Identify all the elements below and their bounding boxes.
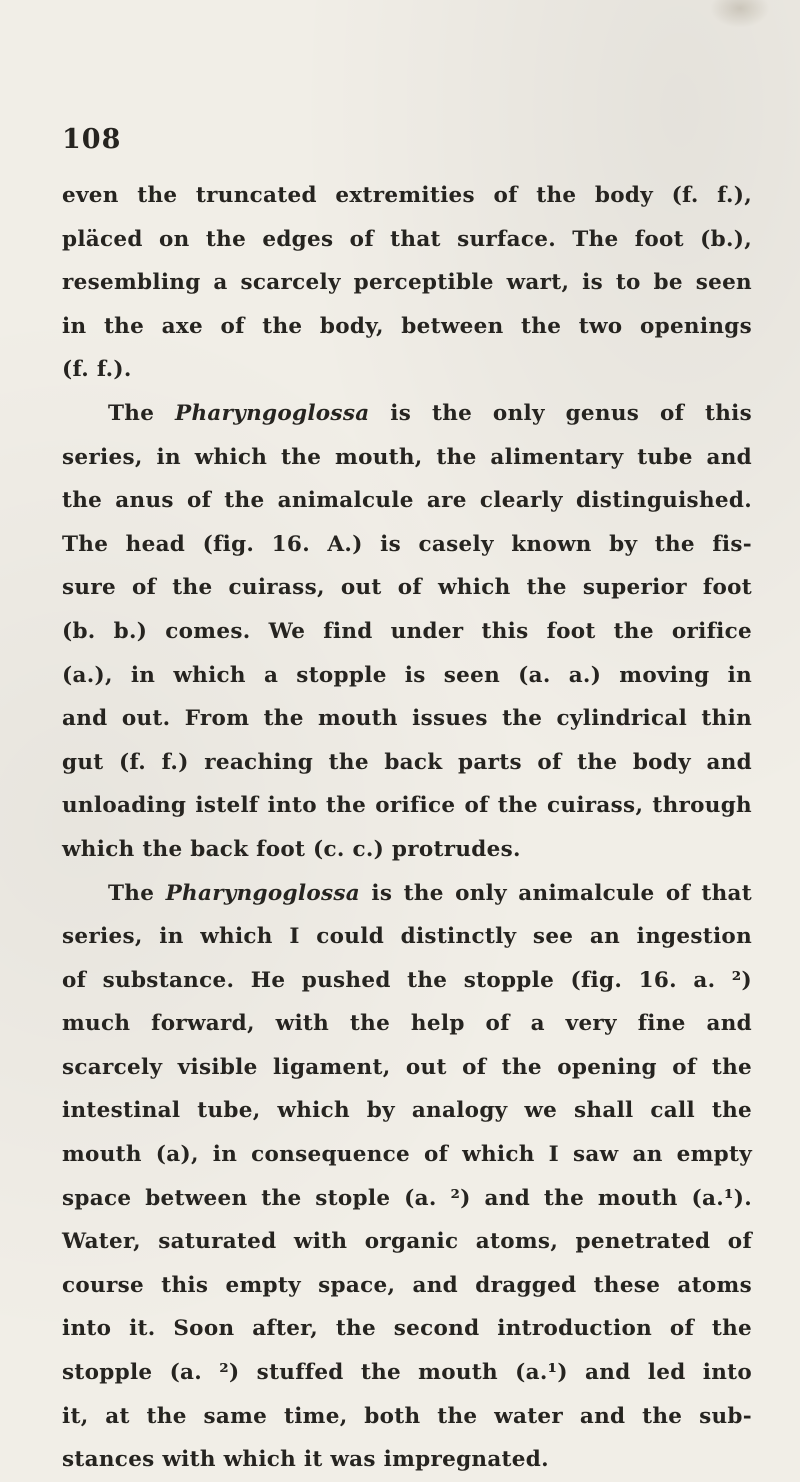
text-line: scarcely visible ligament, out of the opening of the: [62, 1054, 752, 1080]
text-line: intestinal tube, which by analogy we shall call the: [62, 1098, 752, 1124]
text-line: the anus of the animalcule are clearly distinguished.: [62, 488, 752, 514]
body-text: [62, 174, 752, 1482]
text-line: resembling a scarcely perceptible wart, is to be seen: [62, 270, 752, 296]
text-line: space between the stople (a. ²) and the mouth (a.¹).: [62, 1185, 752, 1211]
text-line: which the back foot (c. c.) protrudes.: [62, 836, 521, 862]
page-stain: [710, 0, 770, 28]
text-line: stances with which it was impregnated.: [62, 1447, 549, 1473]
text-line: course this empty space, and dragged these atoms: [62, 1272, 752, 1298]
text-line: of substance. He pushed the stopple (fig. 16. a. ²): [62, 967, 752, 993]
text-line: sure of the cuirass, out of which the superior foot: [62, 575, 752, 601]
text-line: (a.), in which a stopple is seen (a. a.) moving in: [62, 662, 752, 688]
paragraph-start: The Pharyngoglossa is the only genus of this: [108, 400, 753, 426]
text-line: series, in which the mouth, the alimentary tube and: [62, 444, 752, 470]
text-line: it, at the same time, both the water and the sub-: [62, 1403, 752, 1429]
text-line: mouth (a), in consequence of which I saw an empty: [62, 1142, 752, 1168]
text-line: stopple (a. ²) stuffed the mouth (a.¹) and led into: [62, 1360, 752, 1386]
text-line: unloading istelf into the orifice of the cuirass, through: [62, 793, 752, 819]
text-line: gut (f. f.) reaching the back parts of the body and: [62, 749, 752, 775]
text-line: (f. f.).: [62, 357, 132, 383]
text-line: much forward, with the help of a very fine and: [62, 1011, 752, 1037]
text-line: in the axe of the body, between the two openings: [62, 313, 752, 339]
page-number: 108: [62, 124, 122, 155]
text-line: The head (fig. 16. A.) is casely known by the fis-: [62, 531, 752, 557]
text-line: into it. Soon after, the second introduction of the: [62, 1316, 752, 1342]
text-line: even the truncated extremities of the body (f. f.),: [62, 183, 752, 208]
text-line: series, in which I could distinctly see an ingestion: [62, 924, 752, 950]
text-line: (b. b.) comes. We find under this foot the orifice: [62, 618, 752, 644]
text-line: and out. From the mouth issues the cylindrical thin: [62, 706, 752, 732]
paragraph-start: The Pharyngoglossa is the only animalcule of that: [108, 880, 752, 906]
text-line: pläced on the edges of that surface. The foot (b.),: [62, 226, 752, 252]
text-line: Water, saturated with organic atoms, penetrated of: [62, 1229, 752, 1255]
